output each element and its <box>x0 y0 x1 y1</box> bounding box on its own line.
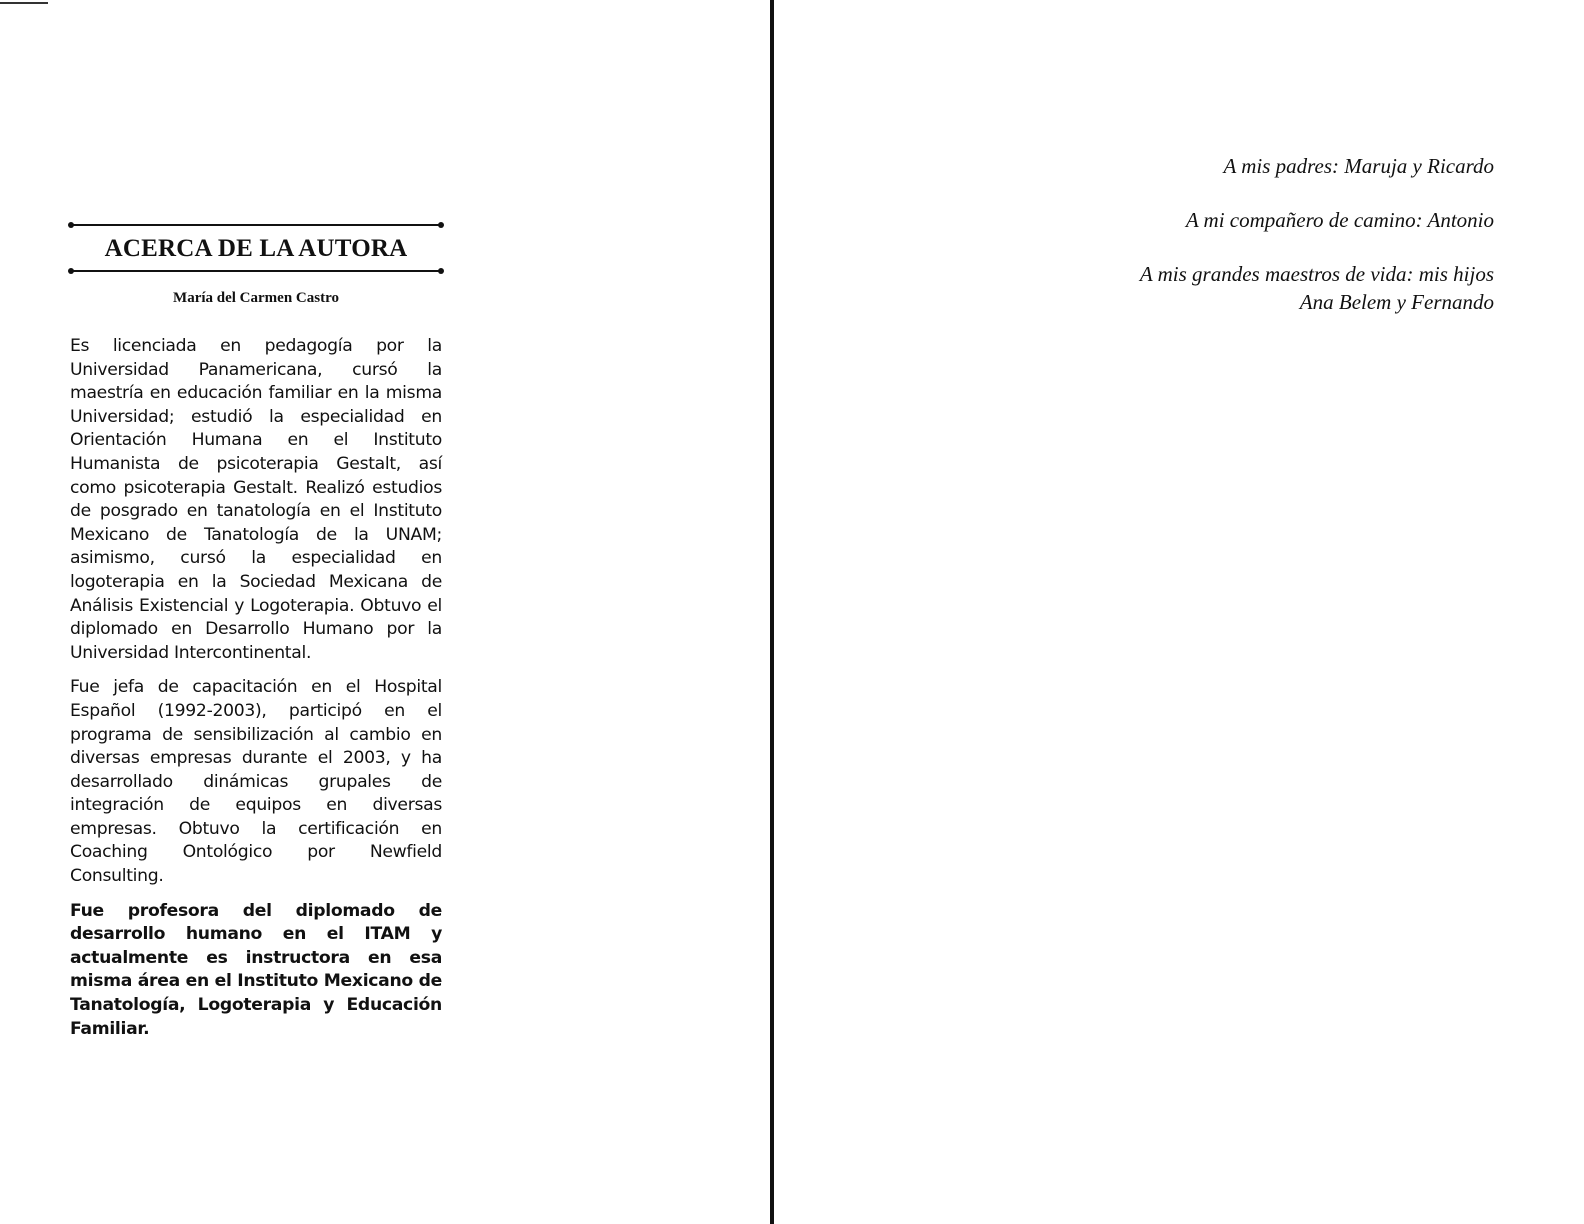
dedication-line-parents: A mis padres: Maruja y Ricardo <box>1223 154 1494 178</box>
top-ornamental-rule <box>70 224 442 226</box>
section-heading: ACERCA DE LA AUTORA <box>104 235 408 262</box>
author-bio <box>70 335 442 1041</box>
bio-paragraph-experience: Fue jefa de capacitación en el Hospital Español (1992-2003), participó en el programa de sensibilización al cambio en diversas empresas durante el 2003, y ha desarrollado dinámicas grupales de integración de equipos en diversas empresas. Obtuvo la certificación en Coaching Ontológico por Newfield Consulting. <box>70 677 442 887</box>
about-author-section <box>70 224 442 1052</box>
bottom-ornamental-rule <box>70 270 442 272</box>
bio-paragraph-teaching: Fue profesora del diplomado de desarrollo humano en el ITAM y actualmente es instructora en esa misma área en el Instituto Mexicano de Tanatología, Logoterapia y Educación Familiar. <box>70 900 442 1039</box>
bio-paragraph-education: Es licenciada en pedagogía por la Universidad Panamericana, cursó la maestría en educación familiar en la misma Universidad; estudió la especialidad en Orientación Humana en el Instituto Humanista de psicoterapia Gestalt, así como psicoterapia Gestalt. Realizó estudios de posgrado en tanatología en el Instituto Mexicano de Tanatología de la UNAM; asimismo, cursó la especialidad en logoterapia en la Sociedad Mexicana de Análisis Existencial y Logoterapia. Obtuvo el diplomado en Desarrollo Humano por la Universidad Intercontinental. <box>70 336 442 663</box>
author-name: María del Carmen Castro <box>173 290 339 306</box>
dedication-line-children: A mis grandes maestros de vida: mis hijos <box>1139 262 1494 286</box>
dedication <box>974 152 1494 316</box>
left-page <box>0 0 770 1224</box>
dedication-line-partner: A mi compañero de camino: Antonio <box>1185 208 1494 232</box>
right-page <box>774 0 1584 1224</box>
dedication-line-children-names: Ana Belem y Fernando <box>1299 290 1494 314</box>
